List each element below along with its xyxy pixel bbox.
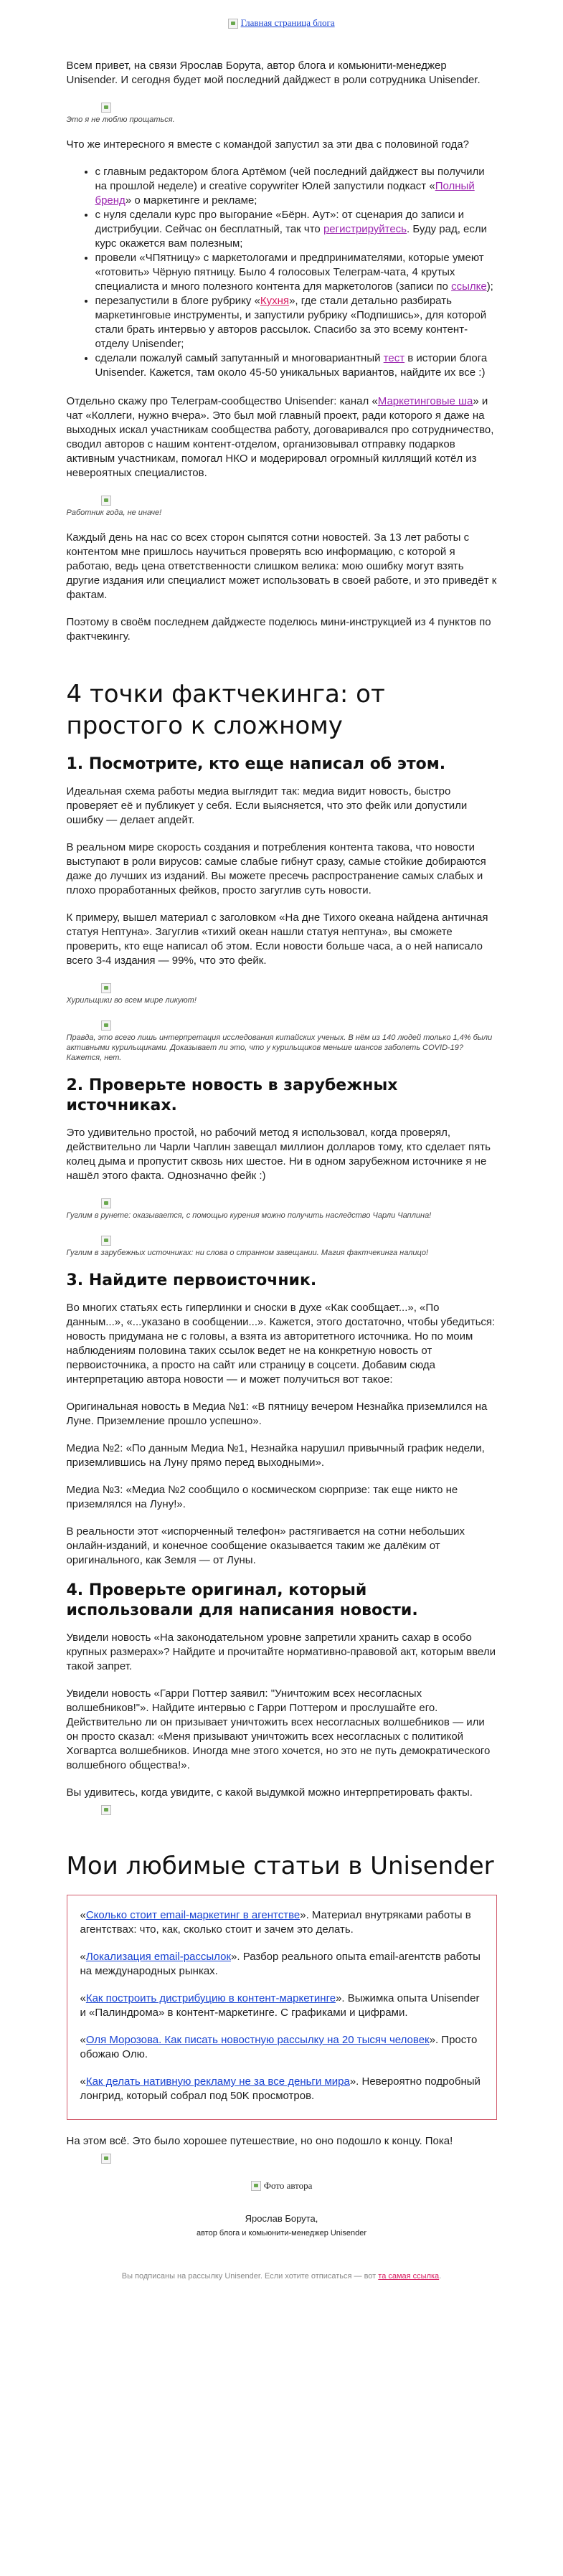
list-item-text: », где стали детально разбирать маркетинговые инструменты, и запустили рубрику «Подпишись», для которой стали брать интервью у авторов рассылок. Спасибо за это всему контент-отделу Unisender;: [95, 295, 487, 350]
step-3-paragraph: Оригинальная новость в Медиа №1: «В пятницу вечером Незнайка приземлился на Луне. Приземление прошло успешно».: [66, 1401, 488, 1427]
community-image: [67, 493, 497, 506]
image-placeholder-icon: [101, 1198, 111, 1208]
author-photo: [67, 100, 497, 113]
favorites-title: Мои любимые статьи в Unisender: [66, 1852, 494, 1880]
favorite-text: . Материал внутряками работы в агентствах: что, как, сколько стоит и зачем это делать.: [80, 1909, 471, 1936]
favorite-link[interactable]: Оля Морозова. Как писать новостную рассылку на 20 тысяч человек: [85, 2034, 430, 2046]
author-photo-icon: [251, 2181, 261, 2191]
step-4-paragraph: Увидели новость «Гарри Поттер заявил: "Уничтожим всех несогласных волшебников!"». Найдите интервью с Гарри Поттером и прослушайте его. Действительно ли он призывает уничтожить всех несогласных волшебников — или он просто сказал: «Меня призывают уничтожить всех несогласных с политикой Хогвартса волшебников. Иногда мне этого хочется, но это не путь демократического волшебного общества!».: [66, 1687, 491, 1771]
favorite-text: . Невероятно подробный лонгрид, который собрал под 50K просмотров.: [80, 2075, 481, 2102]
step-2-image-2: [67, 1233, 497, 1246]
topbar: [67, 16, 497, 30]
unsubscribe-footer: [67, 2269, 497, 2283]
image-placeholder-icon: [101, 1805, 111, 1815]
image-placeholder-icon: [101, 103, 111, 113]
step-3-title: 3. Найдите первоисточник.: [66, 1272, 317, 1289]
favorites-box: [67, 1895, 497, 2120]
step-4-image: [67, 1803, 497, 1816]
step-4-paragraph: Вы удивитесь, когда увидите, с какой выдумкой можно интерпретировать факты.: [66, 1786, 473, 1799]
favorite-text: . Просто обожаю Олю.: [80, 2034, 478, 2060]
list-item: [95, 251, 497, 294]
kitchen-link[interactable]: Кухня: [260, 295, 290, 307]
unsubscribe-link[interactable]: та самая ссылка: [378, 2272, 440, 2281]
closing-image: [67, 2151, 497, 2164]
favorite-text: . Разбор реального опыта email-агентств работы на международных рынках.: [80, 1951, 481, 1977]
list-item-text: » о маркетинге и рекламе;: [125, 194, 257, 207]
image-placeholder-icon: [101, 2154, 111, 2164]
step-2-paragraph: Это удивительно простой, но рабочий метод я использовал, когда проверял, действительно ли Чарли Чаплин завещал миллион долларов тому, кто сделает пять колец дыма и пропустит сквозь них шестое. Ни в одном зарубежном источнике я не нашёл этого факта. Однозначно фейк :): [66, 1127, 491, 1182]
list-item-text: сделали пожалуй самый запутанный и многовариантный: [95, 352, 384, 364]
achievements-intro: Что же интересного я вместе с командой запустил за эти два с половиной года?: [66, 138, 469, 151]
step-1-caption-2: Правда, это всего лишь интерпретация исследования китайских ученых. В нём из 140 людей только 1,4% были активными курильщиками. Доказывает ли это, что у курильщиков меньше шансов заболеть COVID-19? Кажется, нет.: [66, 1033, 493, 1062]
podcast-link[interactable]: Полный бренд: [95, 180, 475, 207]
favorite-item: «Как делать нативную рекламу не за все деньги мира». Невероятно подробный лонгрид, который собрал под 50K просмотров.: [80, 2075, 481, 2102]
favorite-item: «Локализация email-рассылок». Разбор реального опыта email-агентств работы на международных рынках.: [80, 1951, 481, 1977]
factcheck-title: 4 точки фактчекинга: от простого к сложному: [66, 680, 385, 740]
favorite-link[interactable]: Сколько стоит email-маркетинг в агентстве: [85, 1909, 301, 1921]
list-item-text: в истории блога Unisender. Кажется, там около 45-50 уникальных вариантов, найдите их все :): [95, 352, 488, 379]
step-1-paragraph: В реальном мире скорость создания и потребления контента такова, что новости выступают в роли вирусов: самые слабые гибнут сразу, самые стойкие добираются даже до лучших из изданий. Вы можете пресечь распространение самых слабых и плохо проработанных фейков, просто загуглив суть новости.: [66, 841, 486, 896]
step-3-paragraph: Медиа №2: «По данным Медиа №1, Незнайка нарушил привычный график недели, приземлившись на Луну прямо перед выходными».: [66, 1442, 485, 1469]
paragraph-text: » и чат «Коллеги, нужно вчера». Это был мой главный проект, ради которого я даже на выходных искал участникам сообщества работу, договаривался про сотрудничество, сводил авторов с нашим контент-отделом, организовывал отправку подарков активным участникам, помогал НКО и модерировал огромный киллящий котёл из невероятных специалистов.: [66, 395, 494, 479]
step-4-paragraph: Увидели новость «На законодательном уровне запретили хранить сахар в особо крупных размерах»? Найдите и прочитайте нормативно-правовой акт, которым ввели такой запрет.: [66, 1632, 496, 1672]
author-name: Ярослав Борута,: [245, 2213, 318, 2224]
list-item: [95, 165, 497, 208]
list-item: [95, 351, 497, 380]
step-2-title: 2. Проверьте новость в зарубежных источниках.: [66, 1076, 398, 1114]
blog-home-link[interactable]: Главная страница блога: [240, 17, 335, 28]
favorite-item: «Как построить дистрибуцию в контент-маркетинге». Выжимка опыта Unisender и «Палиндрома» в контент-маркетинге. С графиками и цифрами.: [80, 1992, 480, 2019]
footer-text: .: [439, 2272, 442, 2281]
paragraph-text: Отдельно скажу про Телеграм-сообщество Unisender: канал «: [66, 395, 378, 407]
step-2-image: [67, 1196, 497, 1209]
list-item-text: с главным редактором блога Артёмом (чей последний дайджест вы получили на прошлой неделе) и creative copywriter Юлей запустили подкаст «: [95, 166, 485, 192]
step-3-paragraph: Во многих статьях есть гиперлинки и сноски в духе «Как сообщает...», «По данным...», «...указано в сообщении...». Кажется, этого достаточно, чтобы убедиться: новость придумана не с головы, а взята из авторитетного источника. Но по моим наблюдениям половина таких ссылок ведет не на конкретную новость от первоисточника, а просто на сайт или страницу в соцсети. Добавим сюда интерпретацию автора новости — и может получиться вот такое:: [66, 1302, 496, 1386]
step-1-paragraph: К примеру, вышел материал с заголовком «На дне Тихого океана найдена античная статуя Нептуна». Загуглив «тихий океан нашли статуя нептуна», вы сможете проверить, кто еще написал об этом. Если новости больше часа, а о ней написало всего 3-4 издания — 99%, что это фейк.: [66, 911, 488, 967]
favorite-link[interactable]: Локализация email-рассылок: [85, 1951, 232, 1963]
step-1-caption: Хурильщики во всем мире ликуют!: [66, 996, 197, 1005]
community-caption: Работник года, не иначе!: [66, 508, 162, 517]
email-digest: [67, 0, 497, 2302]
list-item-text: . Буду рад, если курс окажется вам полезным;: [95, 223, 488, 250]
favorite-text: . Выжимка опыта Unisender и «Палиндрома» в контент-маркетинге. С графиками и цифрами.: [80, 1992, 480, 2019]
favorite-item: «Сколько стоит email-маркетинг в агентстве». Материал внутряками работы в агентствах: что, как, сколько стоит и зачем это делать.: [80, 1909, 471, 1936]
records-link[interactable]: ссылке: [451, 280, 487, 293]
step-2-caption-2: Гуглим в зарубежных источниках: ни слова о странном завещании. Магия фактчекинга налицо!: [66, 1249, 429, 1257]
list-item-text: с нуля сделали курс про выгорание «Бёрн. Аут»: от сценария до записи и дистрибуции. Сейчас он бесплатный, так что: [95, 209, 465, 235]
author-role: автор блога и комьюнити-менеджер Unisender: [196, 2229, 367, 2238]
step-4-title: 4. Проверьте оригинал, который использовали для написания новости.: [66, 1581, 418, 1619]
step-3-paragraph: Медиа №3: «Медиа №2 сообщило о космическом сюрпризе: так еще никто не приземлялся на Луну!».: [66, 1484, 458, 1510]
achievements-list: [67, 165, 497, 380]
step-1-image: [67, 981, 497, 994]
news-paragraph: Каждый день на нас со всех сторон сыпятся сотни новостей. За 13 лет работы с контентом мне пришлось научиться проверять всю информацию, с которой я работаю, ведь цена ответственности слишком велика: мою ошибку могут взять другие издания или специалист может использовать в своей работе, и это приведёт к фактам.: [66, 531, 497, 601]
news-paragraph-2: Поэтому в своём последнем дайджесте поделюсь мини-инструкцией из 4 пунктов по фактчекингу.: [66, 616, 491, 643]
step-1-image-2: [67, 1018, 497, 1031]
image-placeholder-icon: [101, 983, 111, 993]
list-item: [95, 208, 497, 251]
image-placeholder-icon: [101, 1021, 111, 1031]
step-3-paragraph: В реальности этот «испорченный телефон» растягивается на сотни небольших онлайн-изданий, и конечное сообщение оказывается таким же далёким от оригинального, как Земля — от Луны.: [66, 1525, 465, 1566]
list-item: [95, 294, 497, 351]
community-paragraph: [67, 394, 497, 480]
favorite-item: «Оля Морозова. Как писать новостную рассылку на 20 тысяч человек». Просто обожаю Олю.: [80, 2034, 478, 2060]
test-link[interactable]: тест: [383, 352, 405, 364]
photo-caption: Это я не люблю прощаться.: [66, 115, 175, 124]
step-1-title: 1. Посмотрите, кто еще написал об этом.: [66, 755, 446, 773]
step-2-caption: Гуглим в рунете: оказывается, с помощью курения можно получить наследство Чарли Чаплина!: [66, 1211, 432, 1220]
logo-image-icon: [228, 19, 238, 29]
image-placeholder-icon: [101, 496, 111, 506]
list-item-text: );: [486, 280, 493, 293]
list-item-text: перезапустили в блоге рубрику «: [95, 295, 260, 307]
channel-link[interactable]: Маркетинговые ша: [377, 395, 473, 407]
author-photo-row: [67, 2179, 497, 2193]
author-photo-alt: Фото автора: [263, 2180, 313, 2191]
image-placeholder-icon: [101, 1236, 111, 1246]
footer-text: Вы подписаны на рассылку Unisender. Если хотите отписаться — вот: [121, 2272, 379, 2281]
favorite-link[interactable]: Как построить дистрибуцию в контент-маркетинге: [85, 1992, 336, 2004]
favorite-link[interactable]: Как делать нативную рекламу не за все деньги мира: [85, 2075, 350, 2088]
register-link[interactable]: регистрируйтесь: [323, 223, 407, 235]
author-block: [67, 2179, 497, 2240]
list-item-text: провели «ЧПятницу» с маркетологами и предпринимателями, которые умеют «готовить» Чёрную пятницу. Было 4 голосовых Телеграм-чата, 4 крутых специалиста и много полезного контента для маркетологов (записи по: [95, 252, 484, 293]
closing-paragraph: На этом всё. Это было хорошее путешествие, но оно подошло к концу. Пока!: [66, 2135, 453, 2147]
intro-paragraph: Всем привет, на связи Ярослав Борута, автор блога и комьюнити-менеджер Unisender. И сегодня будет мой последний дайджест в роли сотрудника Unisender.: [66, 60, 481, 86]
step-1-paragraph: Идеальная схема работы медиа выглядит так: медиа видит новость, быстро проверяет её и публикует у себя. Если выясняется, что это фейк или допустили ошибку — делает апдейт.: [66, 785, 468, 826]
